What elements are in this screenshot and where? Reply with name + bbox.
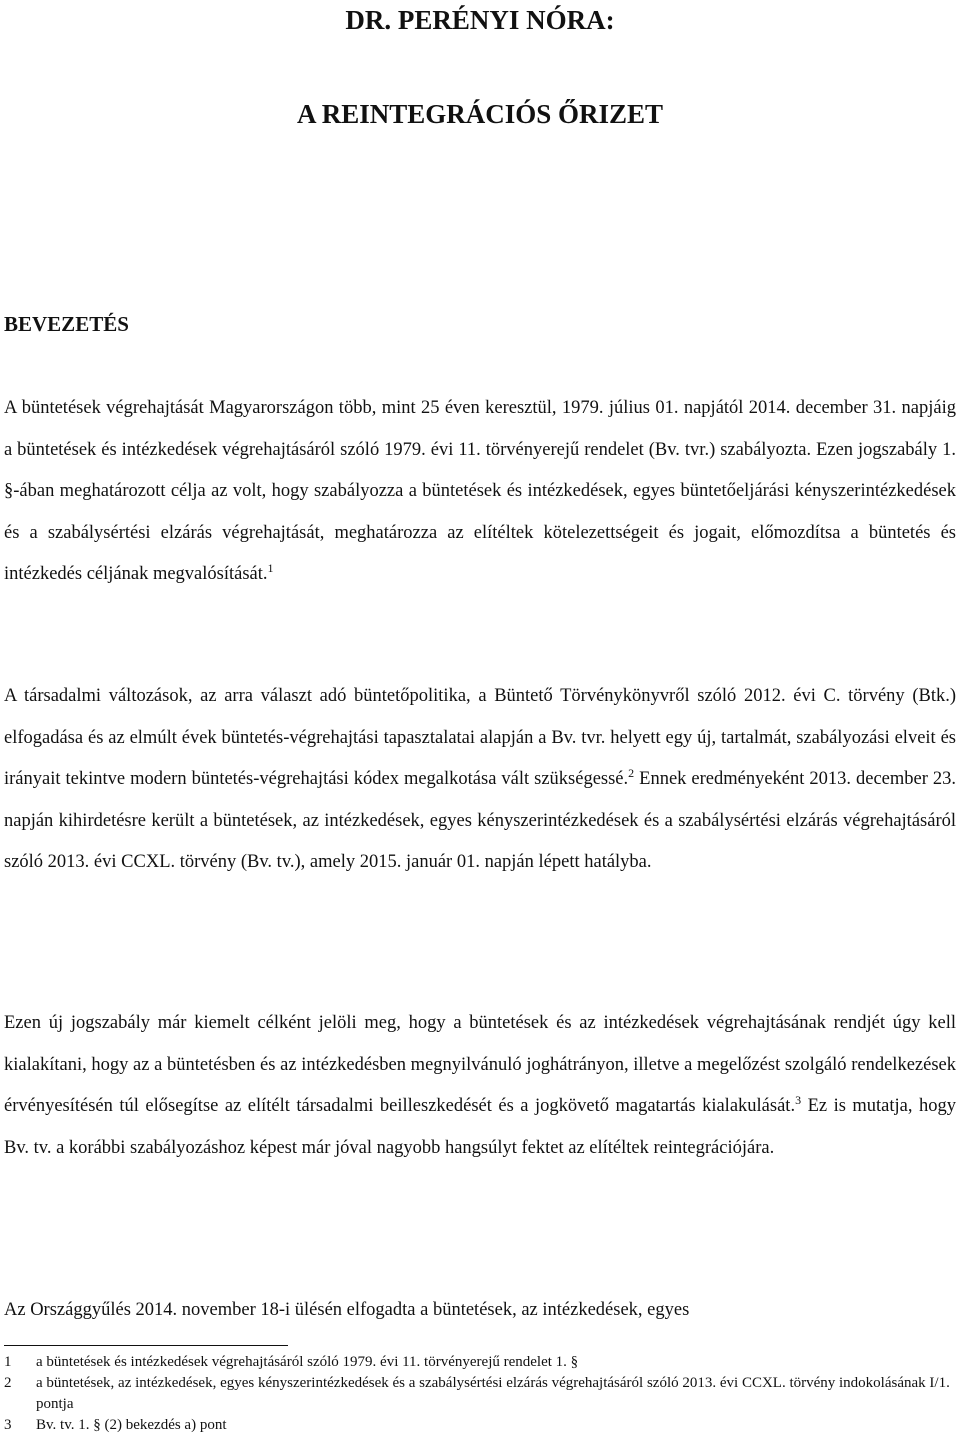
paragraph-2 bbox=[4, 676, 956, 884]
footnote-reference: 1 bbox=[267, 561, 274, 576]
footnote-reference: 3 bbox=[795, 1093, 802, 1108]
paragraph-text: A büntetések végrehajtását Magyarországon több, mint 25 éven keresztül, 1979. július 01. napjától 2014. december 31. napjáig a büntetések és intézkedések végrehajtásáról szóló 1979. évi 11. törvényerejű rendelet (Bv. tvr.) szabályozta. Ezen jogszabály 1. §-ában meghatározott célja az volt, hogy szabályozza a büntetések és intézkedések, egyes büntetőeljárási kényszerintézkedések és a szabálysértési elzárás végrehajtását, meghatározza az elítéltek kötelezettségeit és jogait, előmozdítsa a büntetés és intézkedés céljának megvalósítását. bbox=[4, 398, 956, 585]
footnote-number: 3 bbox=[4, 1417, 12, 1433]
footnote-text: Bv. tv. 1. § (2) bekezdés a) pont bbox=[36, 1417, 227, 1433]
paragraph-3 bbox=[4, 1003, 956, 1169]
footnote-text: a büntetések és intézkedések végrehajtásáról szóló 1979. évi 11. törvényerejű rendelet 1. § bbox=[36, 1354, 579, 1370]
author-name: DR. PERÉNYI NÓRA: bbox=[345, 5, 615, 35]
footnote bbox=[4, 1352, 956, 1373]
document-title: A REINTEGRÁCIÓS ŐRIZET bbox=[296, 99, 664, 129]
footnote bbox=[4, 1415, 956, 1436]
section-heading: BEVEZETÉS bbox=[4, 312, 129, 336]
paragraph-text-continued: Ez is mutatja, hogy Bv. tv. a korábbi szabályozáshoz képest már jóval nagyobb hangsúlyt fektet az elítéltek reintegrációjára. bbox=[4, 1096, 956, 1158]
paragraph-1 bbox=[4, 388, 956, 596]
paragraph-text: A társadalmi változások, az arra választ adó büntetőpolitika, a Büntető Törvénykönyvről szóló 2012. évi C. törvény (Btk.) elfogadása és az elmúlt évek büntetés-végrehajtási tapasztalatai alapján a Bv. tvr. helyett egy új, tartalmát, szabályozási elveit és irányait tekintve modern büntetés-végrehajtási kódex megalkotása vált szükségessé. bbox=[4, 686, 956, 790]
footnote-text: a büntetések, az intézkedések, egyes kényszerintézkedések és a szabálysértési elzárás végrehajtásáról szóló 2013. évi CCXL. törvény indokolásának I/1. pontja bbox=[36, 1375, 950, 1412]
paragraph-text: Az Országgyűlés 2014. november 18-i ülésén elfogadta a büntetések, az intézkedések, egyes bbox=[4, 1300, 690, 1320]
footnote-number: 2 bbox=[4, 1375, 12, 1391]
footnote-reference: 2 bbox=[628, 766, 635, 781]
footnote-separator bbox=[4, 1345, 288, 1346]
paragraph-text-continued: Ennek eredményeként 2013. december 23. napján kihirdetésre került a büntetések, az intézkedések, egyes kényszerintézkedések és a szabálysértési elzárás végrehajtásáról szóló 2013. évi CCXL. törvény (Bv. tv.), amely 2015. január 01. napján lépett hatályba. bbox=[4, 769, 957, 873]
footnotes bbox=[4, 1352, 956, 1436]
paragraph-text: Ezen új jogszabály már kiemelt célként jelöli meg, hogy a büntetések és az intézkedések végrehajtásának rendjét úgy kell kialakítani, hogy az a büntetésben és az intézkedésben megnyilvánuló joghátrányon, illetve a megelőzést szolgáló rendelkezések érvényesítésén túl elősegítse az elítélt társadalmi beilleszkedését és a jogkövető magatartás kialakulását. bbox=[4, 1013, 956, 1117]
paragraph-4 bbox=[4, 1290, 956, 1332]
footnote-number: 1 bbox=[4, 1354, 12, 1370]
footnote bbox=[4, 1373, 956, 1415]
